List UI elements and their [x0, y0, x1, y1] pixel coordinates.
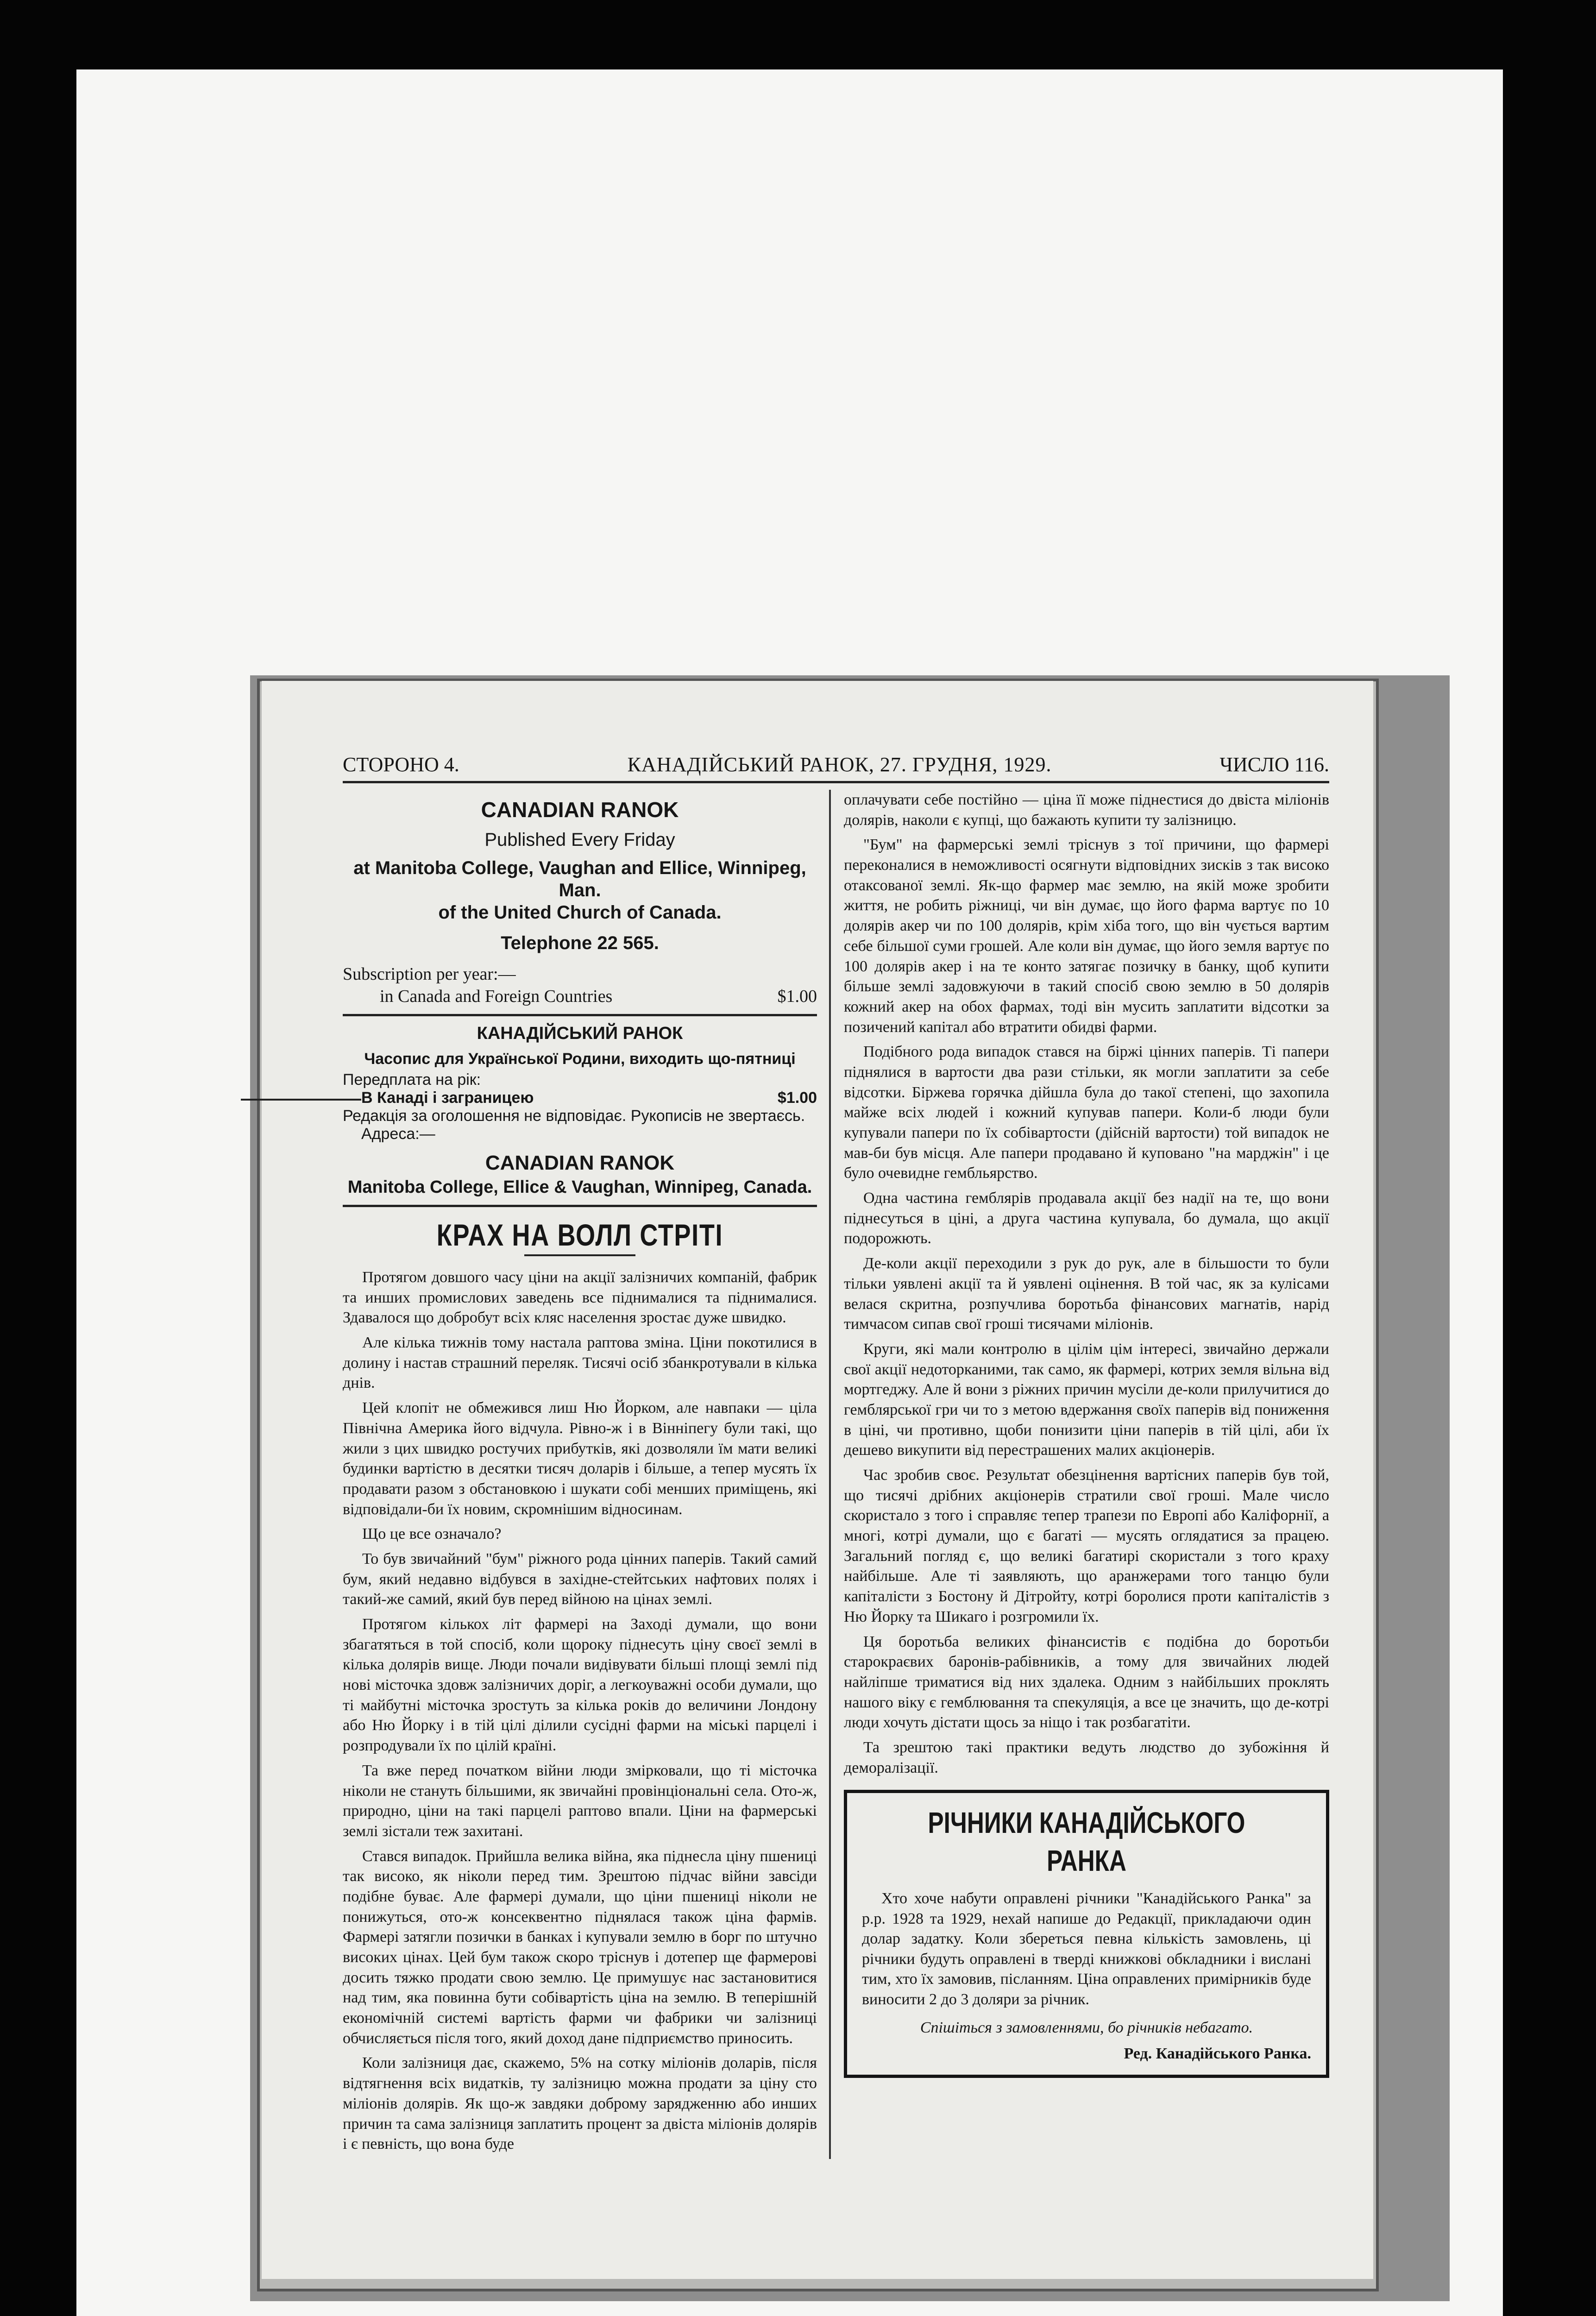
article-body-left: [343, 1267, 817, 2154]
article-paragraph: Одна частина гемблярів продавала акції без надії на те, що вони піднесуться в ціні, а друга частина купувала, бо думала, що акції подорожють.: [844, 1189, 1329, 1247]
article-paragraph: Час зробив своє. Результат обезцінення вартісних паперів був той, що тисячі дрібних акціонерів стратили свої гроші. Мале число скористало з того і справляє тепер трапези по Европі або Каліфорнії, а многі, котрі думали, що є багаті — мусять оглядатися за працею. Загальний погляд є, що великі багатирі скористали з того краху найбільше. Але ті заявляють, що аранжерами того танцю були капіталісти з Бостону й Дітройту, котрі боролися проти капіталістів з Ню Йорку та Шикаго і розгромили їх.: [844, 1466, 1329, 1625]
margin-pointer-line: [241, 1099, 361, 1101]
article-paragraph: Стався випадок. Прийшла велика війна, яка піднесла ціну пшениці так високо, як ніколи перед тим. Зрештою підчас війни завсіди подібне буває. Але фармері думали, що ціни пшениці ніколи не понижуться, ото-ж консеквентно піднялася також ціна фармів. Фармері затягли позички в банках і купували землю в борг по штучно високих цінах. Цей бум також скоро тріснув і дотепер ще фармерові досить тяжко продати свою землю. Це примушує нас застановитися над тим, яка повинна бути собівартість ціна на землю. В теперішній економічній системі вартість фарми чи фабрики чи залізниці обчисляється після того, який доход дане підприємство приносить.: [343, 1847, 817, 2047]
headline-rule: [524, 1254, 635, 1256]
article-body-right: [844, 790, 1329, 1778]
article-paragraph: Протягом кількох літ фармері на Заході думали, що вони збагатяться в той спосіб, коли щороку піднесуть ціну своєї землі в кілька долярів вище. Люди почали видівувати більші площі землі під нові місточка здовж залізничих доріг, а легкоуважні особи думали, що ті майбутні місточка зростуть за кілька років до величини Лондону або Ню Йорку і в тій цілі ділили сусідні фарми на міські парцелі і розпродували їх по цілій країні.: [343, 1616, 817, 1755]
article-paragraph: Ця боротьба великих фінансистів є подібна до боротьби старокраєвих баронів-рабівників, а тому для звичайних людей найліпше триматися від них здалека. Одним з найбільших проклять нашого віку є гемблювання та спекуляція, а все це значить, що де-котрі люди хочуть дістати щось за ніщо і так розбагатіти.: [844, 1633, 1329, 1731]
paper-name-date: КАНАДІЙСЬКИЙ РАНОК, 27. ГРУДНЯ, 1929.: [627, 753, 1052, 776]
ua-subtitle: Часопис для Української Родини, виходить що-пятниці: [364, 1050, 796, 1068]
ua-notice: Редакція за оголошення не відповідає. Рукописів не звертаєсь.: [343, 1107, 805, 1125]
article-paragraph: "Бум" на фармерські землі тріснув з тої причини, що фармері переконалися в неможливості осягнути відповідних зисків з так високо отаксованої землі. Як-що фармер має землю, на якій може зробити життя, не робить ріжниці, чи він думає, що його фарма вартує по 10 долярів акер чи по 100 долярів, крім хіба того, що він чується вартим себе більшої суми грошей. Але коли він думає, що його земля вартує по 100 долярів акер і на те конто затягає позичку в банку, щоб купити більше землі задовжуючи в такий спосіб свою землю в 50 долярів кожний акер на обох фармах, тоді він мусить заплатити відсотки за позичений капітал або втратити обидві фарми.: [844, 836, 1329, 1036]
ad-title: РІЧНИКИ КАНАДІЙСЬКОГО РАНКА: [928, 1806, 1245, 1878]
masthead-telephone: Telephone 22 565.: [501, 933, 659, 953]
article-paragraph: Коли залізниця дає, скажемо, 5% на сотку міліонів доларів, після відтягнення всіх видатків, ту залізницю можна продати за ціну сто міліонів долярів. Як що-ж завдяки доброму зарядженню або инших причин та сама залізниця заплатить процент за двіста міліонів долярів і є певність, що вона буде: [343, 2054, 817, 2153]
masthead-english: [343, 797, 817, 954]
subscription-row: [343, 986, 817, 1007]
right-column: [829, 790, 1329, 2159]
issue-number: ЧИСЛО 116.: [1219, 753, 1329, 776]
article-paragraph: Але кілька тижнів тому настала раптова зміна. Ціни покотилися в долину і настав страшний переляк. Тисячі осіб збанкротували в кілька днів.: [343, 1334, 817, 1392]
ua-address-title: CANADIAN RANOK: [485, 1152, 675, 1174]
divider: [343, 1014, 817, 1016]
ua-address-label: Адреса:—: [361, 1125, 435, 1143]
page-header: [343, 753, 1329, 783]
newspaper-page: [262, 681, 1373, 2279]
subscription-price: $1.00: [777, 987, 817, 1006]
page-number: СТОРОНО 4.: [343, 753, 459, 776]
ua-subscription-price: $1.00: [777, 1089, 817, 1107]
article-paragraph: Та вже перед початком війни люди змірковали, що ті місточка ніколи не стануть більшими, як звичайні провінціональні села. Ото-ж, природно, ціни на такі парцелі раптово впали. Ціни на фармерські землі зістали теж захитані.: [343, 1762, 817, 1840]
left-column: [343, 790, 829, 2159]
masthead-published: Published Every Friday: [484, 830, 675, 850]
masthead-ukrainian: [343, 1024, 817, 1197]
annual-volumes-ad: [844, 1790, 1329, 2078]
subscription-english: [343, 964, 817, 1007]
columns: [343, 790, 1329, 2159]
divider: [343, 1205, 817, 1207]
ua-subscription-row: [343, 1089, 817, 1107]
masthead-address-2: of the United Church of Canada.: [438, 902, 722, 923]
ua-subscription-where: В Канаді і заграницею: [361, 1089, 534, 1107]
article-paragraph: Цей клопіт не обмежився лиш Ню Йорком, але навпаки — ціла Північна Америка його відчула. Рівно-ж і в Вінніпегу були такі, що жили з цих швидко ростучих прибутків, які дозволяли їм мати великі будинки вартістю в десятки тисяч доларів і більше, а тепер мусять їх продавати разом з обстановкою і шукати собі менших приміщень, які відповідали-би їх новим, скромнішим відносинам.: [343, 1399, 817, 1518]
article-paragraph: оплачувати себе постійно — ціна її може піднестися до двіста міліонів долярів, наколи є купці, що бажають купити ту залізницю.: [844, 791, 1329, 829]
article-paragraph: Круги, які мали контролю в цілім цім інтересі, звичайно держали свої акції недоторканими, так само, як фармері, котрих земля вільна від мортгеджу. Але й вони з ріжних причин мусіли де-коли прилучитися до гемблярської гри чи то з метою вдержання своїх паперів від пониження в ціні, чи противно, щоби понизити ціни паперів в тій цілі, аби їх дешево викупити від перестрашених малих акціонерів.: [844, 1340, 1329, 1459]
article-paragraph: Що це все означало?: [362, 1525, 502, 1543]
ad-footer: Спішіться з замовленнями, бо річників небагато.: [920, 2019, 1253, 2037]
masthead-address-1: at Manitoba College, Vaughan and Ellice, Winnipeg, Man.: [353, 858, 806, 900]
article-paragraph: Де-коли акції переходили з рук до рук, але в більшости то були тільки уявлені акції та й уявлені оцінення. В той час, як за кулісами велася скритна, розпучлива боротьба фінансових магнатів, нарід тимчасом сипав свої гроші тисячами міліонів.: [844, 1255, 1329, 1333]
ua-subscription-label: Передплата на рік:: [343, 1071, 481, 1089]
ua-title: КАНАДІЙСЬКИЙ РАНОК: [477, 1024, 683, 1043]
ad-body: Хто хоче набути оправлені річники "Канадійського Ранка" за р.р. 1928 та 1929, нехай напише до Редакції, прикладаючи один долар задатку. Коли збереться певна кількість замовлень, ці річники будуть оправлені в тверді книжкові обкладники і вислані тим, хто їх замовив, післанням. Ціна оправлених примірників буде виносити 2 до 3 доляри за річник.: [862, 1890, 1311, 2008]
article-paragraph: То був звичайний "бум" ріжного рода цінних паперів. Такий самий бум, який недавно відбувся в західне-стейтських нафтових полях і такий-же самий, який був перед війною на цінах землі.: [343, 1550, 817, 1608]
ad-signature: Ред. Канадійського Ранка.: [1124, 2045, 1311, 2062]
ua-address: Manitoba College, Ellice & Vaughan, Winnipeg, Canada.: [347, 1177, 812, 1197]
subscription-where: in Canada and Foreign Countries: [380, 987, 613, 1006]
article-paragraph: Подібного рода випадок стався на біржі цінних паперів. Ті папери піднялися в вартости два рази стільки, як могли заплатити за себе відсотки. Біржева горячка дійшла була до такої степені, що захопила майже всіх людей і кожний купував папери. Коли-б люди були купували папери по їх собівартости (дійсній вартости) той випадок не мав-би був місця. Але папери продавано й куповано "на марджін" і це було очевидне гембльярство.: [844, 1043, 1329, 1182]
article-paragraph: Та зрештою такі практики ведуть людство до зубожіння й деморалізації.: [844, 1738, 1329, 1776]
article-paragraph: Протягом довшого часу ціни на акції залізничих компаній, фабрик та инших промислових заведень все піднималися та піднималися. Здавалося що добробут всіх кляс населення зростає дуже швидко.: [343, 1269, 817, 1327]
article-headline: КРАХ НА ВОЛЛ СТРІТІ: [436, 1218, 723, 1252]
masthead-title: CANADIAN RANOK: [481, 798, 679, 822]
subscription-label: Subscription per year:—: [343, 964, 516, 984]
